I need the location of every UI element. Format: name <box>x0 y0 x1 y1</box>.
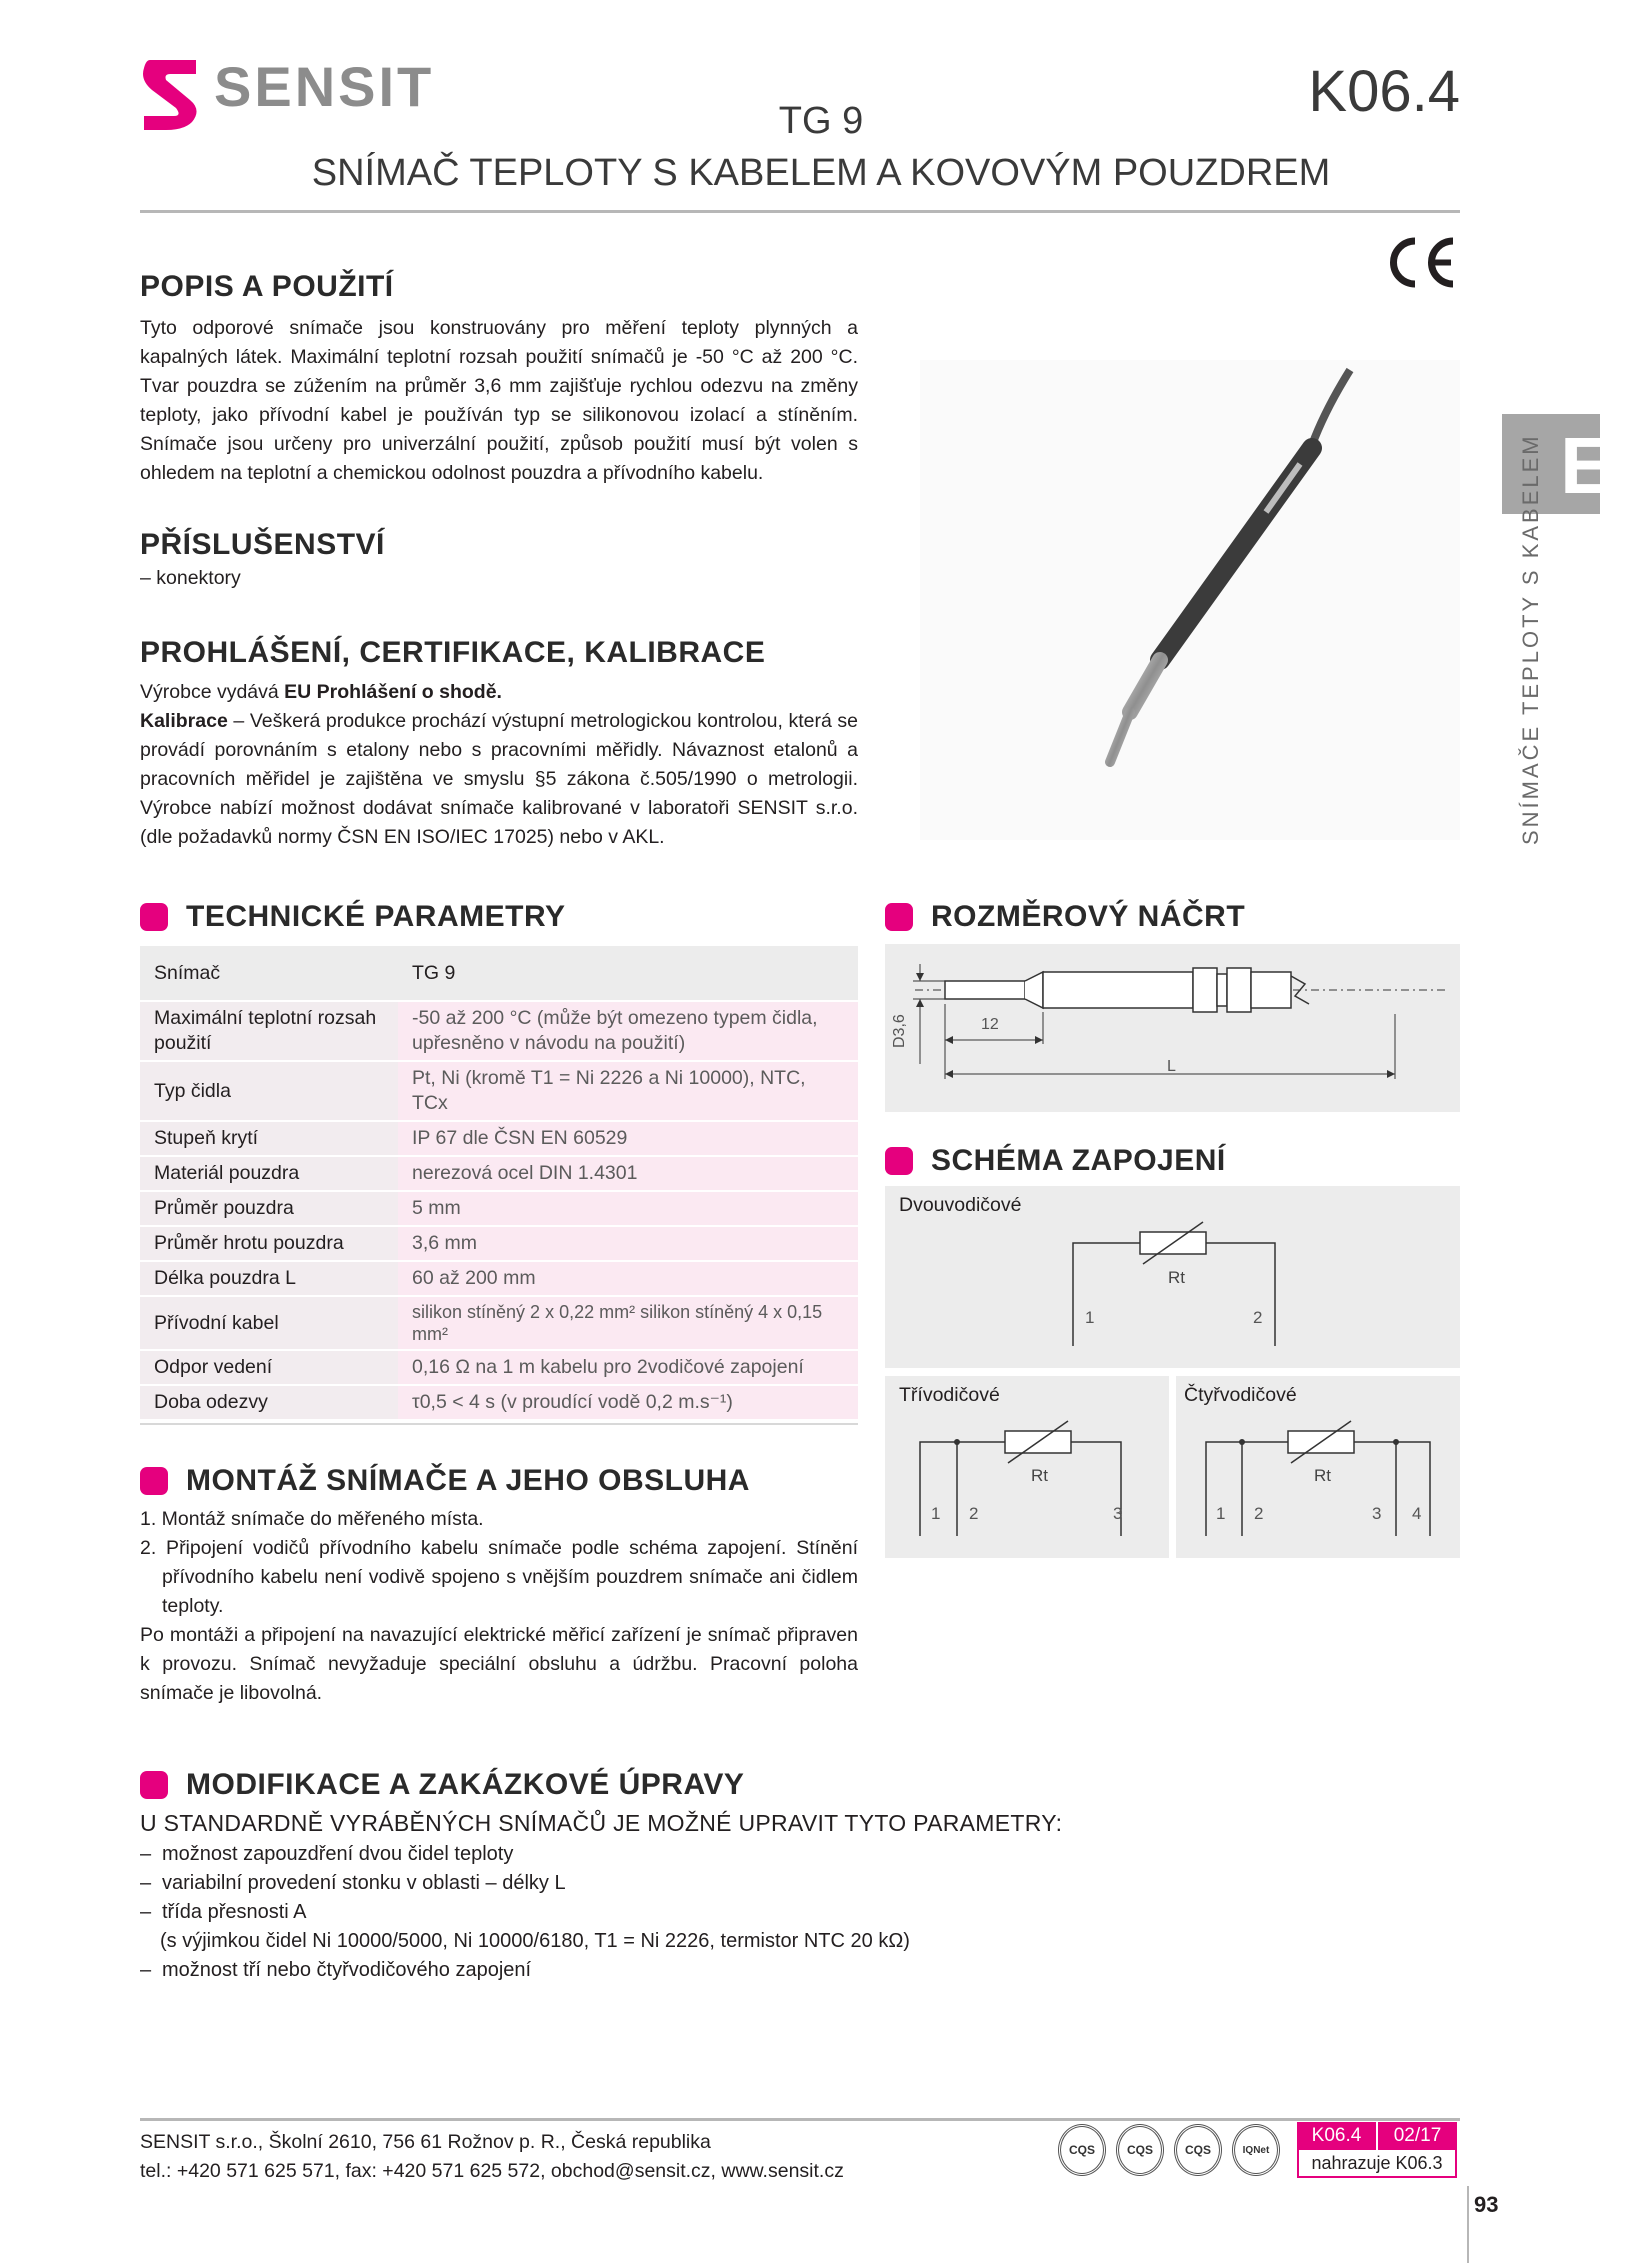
list-item: – možnost tří nebo čtyřvodičového zapojení <box>140 1956 960 1985</box>
schema-two-label: Dvouvodičové <box>899 1194 1022 1216</box>
kalibrace-label: Kalibrace <box>140 710 228 732</box>
section-header-montaz <box>140 1464 750 1498</box>
pin-2: 2 <box>969 1504 979 1523</box>
tech-table <box>140 946 858 1421</box>
pin-1: 1 <box>1085 1308 1095 1327</box>
certification-logos <box>1058 2124 1280 2184</box>
dimension-drawing-icon <box>885 944 1460 1112</box>
table-row <box>140 1385 858 1420</box>
schema-four-label: Čtyřvodičové <box>1184 1384 1297 1406</box>
section-bullet <box>140 903 168 931</box>
iqnet-cert-icon <box>1232 2124 1280 2176</box>
table-bottom-rule <box>140 1423 858 1425</box>
section-header-nacrt <box>885 900 1245 934</box>
montaz-step-2: 2. Připojení vodičů přívodního kabelu snímače podle schéma zapojení. Stínění přívodního kabelu není vodivě spojeno s vnějším pouzdrem snímače ani čidlem teploty. <box>140 1537 858 1617</box>
section-title-prislusenstvi: PŘÍSLUŠENSTVÍ <box>140 528 385 561</box>
footer-address: SENSIT s.r.o., Školní 2610, 756 61 Rožnov p. R., Česká republika <box>140 2131 711 2153</box>
param-value: silikon stíněný 2 x 0,22 mm² silikon stíněný 4 x 0,15 mm² <box>398 1296 858 1350</box>
param-key: Délka pouzdra L <box>140 1261 398 1296</box>
ce-mark-icon <box>1385 235 1460 290</box>
schema-two-wire <box>885 1186 1460 1368</box>
section-bullet <box>140 1771 168 1799</box>
page-number-divider <box>1467 2186 1469 2263</box>
schema-three-wire <box>885 1376 1169 1558</box>
section-title-nacrt: ROZMĚROVÝ NÁČRT <box>931 900 1246 933</box>
section-title-montaz: MONTÁŽ SNÍMAČE A JEHO OBSLUHA <box>186 1464 750 1497</box>
prohlaseni-line1 <box>140 678 858 707</box>
side-tab <box>1502 414 1614 514</box>
modifikace-list-last <box>140 1956 960 1985</box>
section-title-prohlaseni: PROHLÁŠENÍ, CERTIFIKACE, KALIBRACE <box>140 636 766 669</box>
prislusenstvi-item: – konektory <box>140 567 241 589</box>
page-number: 93 <box>1474 2192 1499 2217</box>
footer-contact: tel.: +420 571 625 571, fax: +420 571 625 572, obchod@sensit.cz, www.sensit.cz <box>140 2160 844 2182</box>
table-row <box>140 1001 858 1061</box>
param-key: Doba odezvy <box>140 1385 398 1420</box>
prohlaseni-bold: EU Prohlášení o shodě. <box>284 681 502 703</box>
prohlaseni-prefix: Výrobce vydává <box>140 681 285 703</box>
rt-label: Rt <box>1168 1268 1185 1287</box>
param-key: Odpor vedení <box>140 1350 398 1385</box>
product-title: SNÍMAČ TEPLOTY S KABELEM A KOVOVÝM POUZDREM <box>311 152 1331 194</box>
param-value: 3,6 mm <box>398 1226 858 1261</box>
schema-four-wire <box>1176 1376 1460 1558</box>
side-vertical-label: SNÍMAČE TEPLOTY S KABELEM <box>1518 433 1543 845</box>
table-row <box>140 1350 858 1385</box>
section-header-schema <box>885 1144 1226 1178</box>
dimension-drawing <box>885 944 1460 1112</box>
section-bullet <box>140 1467 168 1495</box>
kalibrace-body: – Veškerá produkce prochází výstupní metrologickou kontrolou, která se provádí porovnáním s etalony nebo s pracovními měřidly. Návaznost etalonů a pracovních měřidel je zajištěna ve smyslu §5 zákona č.505/1990 o metrologii. Výrobce nabízí možnost dodávat snímače kalibrované v laboratoři SENSIT s.r.o. (dle požadavků normy ČSN EN ISO/IEC 17025) nebo v AKL. <box>140 710 858 848</box>
product-code: TG 9 <box>778 100 864 142</box>
three-wire-diagram-icon <box>885 1376 1169 1558</box>
section-bullet <box>885 1147 913 1175</box>
product-photo <box>920 360 1460 840</box>
dim-l-label: L <box>1167 1058 1176 1075</box>
table-row <box>140 1226 858 1261</box>
tech-table-header <box>140 946 858 1001</box>
montaz-step-1: 1. Montáž snímače do měřeného místa. <box>140 1508 484 1530</box>
param-value: 60 až 200 mm <box>398 1261 858 1296</box>
side-tab-letter: E <box>1560 421 1614 510</box>
section-title-popis: POPIS A POUŽITÍ <box>140 270 394 303</box>
logo-text: SENSIT <box>214 55 435 118</box>
param-key: Přívodní kabel <box>140 1296 398 1350</box>
pin-2: 2 <box>1253 1308 1263 1327</box>
cqs-cert-icon <box>1174 2124 1222 2176</box>
list-item: – variabilní provedení stonku v oblasti – délky L <box>140 1869 960 1898</box>
schema-three-label: Třívodičové <box>899 1384 1000 1406</box>
stamp-replaces: nahrazuje K06.3 <box>1297 2150 1457 2178</box>
param-value: τ0,5 < 4 s (v proudící vodě 0,2 m.s⁻¹) <box>398 1385 858 1420</box>
param-key: Maximální teplotní rozsah použití <box>140 1001 398 1061</box>
table-row <box>140 1121 858 1156</box>
param-value: -50 až 200 °C (může být omezeno typem čidla, upřesněno v návodu na použití) <box>398 1001 858 1061</box>
modifikace-note: (s výjimkou čidel Ni 10000/5000, Ni 10000/6180, T1 = Ni 2226, termistor NTC 20 kΩ) <box>160 1930 910 1952</box>
montaz-after: Po montáži a připojení na navazující elektrické měřicí zařízení je snímač připraven k provozu. Snímač nevyžaduje speciální obsluhu a údržbu. Pracovní poloha snímače je libovolná. <box>140 1624 858 1704</box>
section-title-tech: TECHNICKÉ PARAMETRY <box>186 900 566 933</box>
cqs-cert-icon <box>1116 2124 1164 2176</box>
kalibrace-text <box>140 707 858 852</box>
footer-rule <box>140 2118 1460 2121</box>
pin-3: 3 <box>1113 1504 1123 1523</box>
param-key: Průměr pouzdra <box>140 1191 398 1226</box>
section-bullet <box>885 903 913 931</box>
cert-text: IQNet <box>1242 2144 1270 2156</box>
param-value: Pt, Ni (kromě T1 = Ni 2226 a Ni 10000), NTC, TCx <box>398 1061 858 1121</box>
rt-label: Rt <box>1314 1466 1331 1485</box>
pin-1: 1 <box>931 1504 941 1523</box>
table-row <box>140 1191 858 1226</box>
montaz-body <box>140 1505 858 1708</box>
dim-diameter-label: D3,6 <box>891 1014 908 1048</box>
param-key: Stupeň krytí <box>140 1121 398 1156</box>
param-value: IP 67 dle ČSN EN 60529 <box>398 1121 858 1156</box>
modifikace-list <box>140 1840 960 1927</box>
cert-text: CQS <box>1184 2143 1211 2157</box>
tech-header-key: Snímač <box>140 946 398 1001</box>
param-key: Typ čidla <box>140 1061 398 1121</box>
table-row <box>140 1061 858 1121</box>
param-value: 5 mm <box>398 1191 858 1226</box>
pin-2: 2 <box>1254 1504 1264 1523</box>
stamp-date: 02/17 <box>1378 2122 1457 2150</box>
header-rule <box>140 210 1460 213</box>
dim-12-label: 12 <box>981 1016 999 1033</box>
param-value: 0,16 Ω na 1 m kabelu pro 2vodičové zapojení <box>398 1350 858 1385</box>
popis-text: Tyto odporové snímače jsou konstruovány pro měření teploty plynných a kapalných látek. Maximální teplotní rozsah použití snímačů je -50 °C až 200 °C. Tvar pouzdra se zúžením na průměr 3,6 mm zajišťuje rychlou odezvu na změny teploty, jako přívodní kabel je používán typ se silikonovou izolací a stíněním. Snímače jsou určeny pro univerzální použití, způsob použití musí být volen s ohledem na teplotní a chemickou odolnost pouzdra a přívodního kabelu. <box>140 317 858 484</box>
cert-text: CQS <box>1068 2143 1095 2157</box>
list-item: – možnost zapouzdření dvou čidel teploty <box>140 1840 960 1869</box>
param-key: Průměr hrotu pouzdra <box>140 1226 398 1261</box>
param-value: nerezová ocel DIN 1.4301 <box>398 1156 858 1191</box>
cqs-cert-icon <box>1058 2124 1106 2176</box>
pin-4: 4 <box>1412 1504 1422 1523</box>
stamp-code: K06.4 <box>1297 2122 1378 2150</box>
pin-3: 3 <box>1372 1504 1382 1523</box>
pin-1: 1 <box>1216 1504 1226 1523</box>
rt-label: Rt <box>1031 1466 1048 1485</box>
doc-stamp <box>1297 2122 1457 2178</box>
table-row <box>140 1261 858 1296</box>
sensor-photo-icon <box>920 360 1460 840</box>
section-title-modifikace: MODIFIKACE A ZAKÁZKOVÉ ÚPRAVY <box>186 1768 745 1801</box>
document-code: K06.4 <box>1308 59 1460 124</box>
list-item: – třída přesnosti A <box>140 1898 960 1927</box>
modifikace-subtitle: U STANDARDNĚ VYRÁBĚNÝCH SNÍMAČŮ JE MOŽNÉ UPRAVIT TYTO PARAMETRY: <box>140 1810 1063 1836</box>
param-key: Materiál pouzdra <box>140 1156 398 1191</box>
table-row <box>140 1296 858 1350</box>
section-header-modifikace <box>140 1768 744 1802</box>
table-row <box>140 1156 858 1191</box>
section-title-schema: SCHÉMA ZAPOJENÍ <box>931 1144 1226 1177</box>
section-header-tech <box>140 900 566 934</box>
cert-text: CQS <box>1126 2143 1153 2157</box>
tech-header-value: TG 9 <box>398 946 858 1001</box>
tech-table-wrap <box>140 946 858 1425</box>
